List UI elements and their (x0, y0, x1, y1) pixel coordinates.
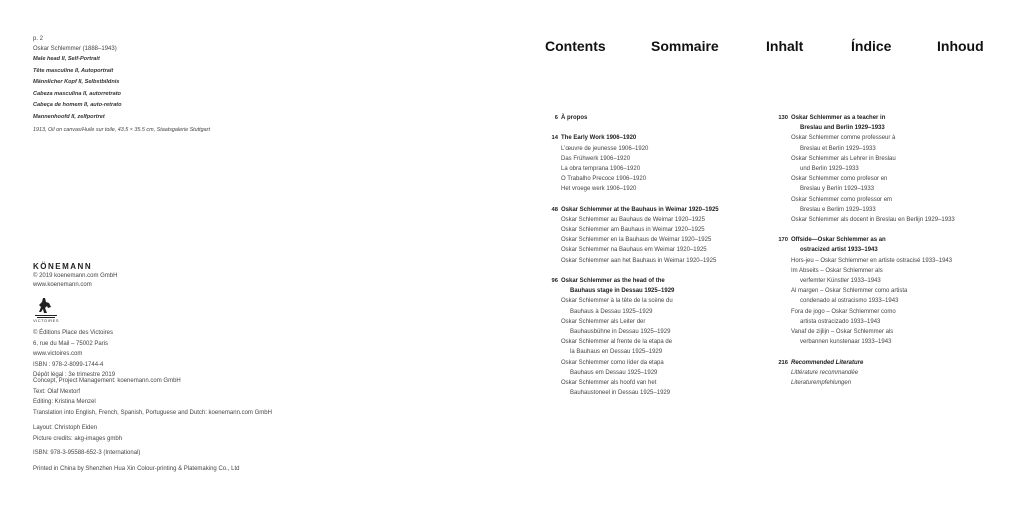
artwork-title: Cabeza masculina II, autorretrato (33, 90, 121, 97)
toc-entry-text: ostracized artist 1933–1943 (800, 247, 878, 254)
toc-entry-text: artista ostracizado 1933–1943 (800, 318, 881, 325)
toc-entry-text: Oskar Schlemmer am Bauhaus in Weimar 1920–1925 (561, 227, 705, 234)
toc-gap (561, 195, 776, 205)
toc-entry-text: L’œuvre de jeunesse 1906–1920 (561, 145, 649, 152)
editions-line: 6, rue du Mail – 75002 Paris (33, 340, 109, 347)
toc-entry-line[interactable] (791, 174, 1016, 184)
toc-entry-text: Oskar Schlemmer au Bauhaus de Weimar 1920–1925 (561, 216, 705, 223)
toc-page-number: 130 (778, 115, 788, 121)
right-page (510, 0, 1020, 510)
toc-column-2 (778, 113, 1016, 388)
toc-entry-text: Hors-jeu – Oskar Schlemmer en artiste ostracisé 1933–1943 (791, 257, 953, 264)
artwork-title: Tête masculine II, Autoportrait (33, 67, 114, 74)
toc-entry-text: La obra temprana 1906–1920 (561, 165, 641, 172)
toc-entry-line[interactable] (778, 113, 1016, 123)
toc-entry-text: Oskar Schlemmer aan het Bauhaus in Weimar 1920–1925 (561, 257, 717, 264)
toc-entry-line[interactable] (561, 307, 776, 317)
toc-entry-line[interactable] (561, 235, 776, 245)
toc-entry-line[interactable] (561, 378, 776, 388)
toc-entry-line[interactable] (791, 154, 1016, 164)
toc-entry-line[interactable] (561, 347, 776, 357)
toc-entry-line[interactable] (791, 337, 1016, 347)
toc-entry-line[interactable] (561, 337, 776, 347)
toc-entry-line[interactable] (561, 317, 776, 327)
toc-entry-text: Breslau e Berlim 1929–1933 (800, 206, 876, 213)
toc-entry-text: Oskar Schlemmer comme professeur à (791, 135, 896, 142)
toc-entry-line[interactable] (791, 205, 1016, 215)
toc-entry-text: condenado al ostracismo 1933–1943 (800, 298, 899, 305)
credit-line: Concept, Project Management: koenemann.com GmbH (33, 378, 181, 384)
toc-entry-line[interactable] (791, 123, 1016, 133)
toc-entry-line[interactable] (791, 276, 1016, 286)
artwork-title: Männlicher Kopf II, Selbstbildnis (33, 79, 120, 85)
toc-gap (561, 266, 776, 276)
toc-entry-text: Oskar Schlemmer as the head of the (561, 278, 665, 284)
toc-entry-text: Oskar Schlemmer en la Bauhaus de Weimar 1920–1925 (561, 237, 712, 244)
toc-entry-text: la Bauhaus en Dessau 1925–1929 (570, 349, 663, 356)
heading-sommaire: Sommaire (651, 38, 719, 54)
toc-entry-text: Oskar Schlemmer als docent in Breslau en Berlijn 1929–1933 (791, 216, 955, 223)
toc-entry-text: Das Frühwerk 1906–1920 (561, 155, 631, 162)
toc-entry-text: Oskar Schlemmer à la tête de la scène du (561, 298, 673, 305)
toc-entry-text: Literaturempfehlungen (791, 379, 852, 386)
toc-gap (791, 225, 1016, 235)
credits (33, 376, 181, 408)
toc-entry-text: Breslau y Berlín 1929–1933 (800, 186, 875, 193)
toc-entry-line[interactable] (791, 307, 1016, 317)
toc-entry-line[interactable] (791, 256, 1016, 266)
toc-entry-text: Bauhaus à Dessau 1925–1929 (570, 308, 653, 315)
toc-entry-text: Bauhaus stage in Dessau 1925–1929 (570, 288, 675, 295)
heading-inhoud: Inhoud (937, 38, 984, 54)
heading-inhalt: Inhalt (766, 38, 804, 54)
toc-entry-line[interactable] (551, 276, 776, 286)
toc-entry-text: Littérature recommandée (791, 369, 859, 376)
toc-entry-line[interactable] (791, 133, 1016, 143)
artwork-title: Mannenhoofd II, zelfportret (33, 113, 105, 120)
editions-info (33, 328, 115, 381)
editions-line: ISBN : 978-2-8099-1744-4 (33, 361, 104, 368)
contents-headings (545, 38, 1020, 58)
toc-entry-text: Breslau et Berlin 1929–1933 (800, 145, 876, 152)
toc-gap (561, 123, 776, 133)
toc-entry-line[interactable] (561, 368, 776, 378)
toc-entry-text: Vanaf de zijlijn – Oskar Schlemmer als (791, 328, 894, 335)
toc-entry-line[interactable] (791, 144, 1016, 154)
toc-entry-text: The Early Work 1906–1920 (561, 135, 637, 142)
toc-page-number: 216 (778, 359, 788, 366)
logo-text: VICTOIRES (33, 318, 59, 323)
toc-page-number: 48 (551, 206, 558, 213)
toc-entry-line[interactable] (791, 317, 1016, 327)
toc-entry-line[interactable] (791, 266, 1016, 276)
toc-entry-text: Oskar Schlemmer al frente de la etapa de (561, 339, 673, 346)
toc-entry-line[interactable] (561, 256, 776, 266)
toc-page-number: 14 (551, 135, 558, 142)
heading-indice: Índice (851, 38, 892, 54)
toc-entry-line[interactable] (791, 245, 1016, 255)
toc-entry-text: verfemter Künstler 1933–1943 (800, 278, 881, 284)
editions-line: Dépôt légal : 3e trimestre 2019 (33, 372, 116, 378)
toc-entry-line[interactable] (561, 154, 776, 164)
toc-entry-line[interactable] (561, 286, 776, 296)
layout-line: Layout: Christoph Eiden (33, 425, 98, 431)
editions-line: © Éditions Place des Victoires (33, 330, 114, 336)
credit-line: Text: Olaf Mextorf (33, 388, 81, 395)
toc-entry-text: Oskar Schlemmer como professor em (791, 196, 893, 203)
toc-entry-line[interactable] (791, 378, 1016, 388)
toc-entry-line[interactable] (561, 225, 776, 235)
toc-page-number: 96 (551, 278, 558, 284)
toc-entry-text: Oskar Schlemmer als hoofd van het (561, 379, 657, 386)
toc-entry-line[interactable] (554, 113, 776, 123)
artwork-title: Male head II, Self-Portrait (33, 56, 100, 62)
toc-entry-line[interactable] (778, 235, 1016, 245)
toc-page-number: 6 (554, 115, 558, 121)
toc-entry-line[interactable] (791, 195, 1016, 205)
toc-entry-line[interactable] (561, 327, 776, 337)
copyright: © 2019 koenemann.com GmbH (33, 273, 118, 279)
toc-entry-text: Recommended Literature (791, 359, 864, 366)
toc-entry-line[interactable] (791, 215, 1016, 225)
publisher-name: KÖNEMANN (33, 262, 93, 271)
toc-entry-text: Oskar Schlemmer como líder da etapa (561, 359, 664, 366)
toc-entry-line[interactable] (791, 368, 1016, 378)
translation-credit: Translation into English, French, Spanish, Portuguese and Dutch: koenemann.com GmbH (33, 410, 272, 416)
isbn: ISBN: 978-3-95588-652-3 (International) (33, 450, 141, 456)
page-reference: p. 2 (33, 36, 44, 42)
printed-in: Printed in China by Shenzhen Hua Xin Colour-printing & Platemaking Co., Ltd (33, 466, 240, 472)
toc-entry-text: Al margen – Oskar Schlemmer como artista (791, 288, 908, 295)
toc-entry-line[interactable] (561, 296, 776, 306)
toc-entry-line[interactable] (561, 174, 776, 184)
artwork-titles (33, 54, 122, 123)
toc-entry-line[interactable] (791, 327, 1016, 337)
victoires-logo (33, 296, 59, 326)
toc-entry-line[interactable] (561, 245, 776, 255)
toc-entry-line[interactable] (791, 286, 1016, 296)
toc-entry-line[interactable] (791, 184, 1016, 194)
toc-entry-text: Bauhaus em Dessau 1925–1929 (570, 369, 658, 376)
layout-credits (33, 423, 122, 444)
toc-page-number: 170 (778, 237, 788, 244)
heading-contents: Contents (545, 38, 606, 54)
toc-entry-text: Offside—Oskar Schlemmer as an (791, 237, 886, 244)
toc-entry-line[interactable] (551, 205, 776, 215)
toc-entry-text: Fora de jogo – Oskar Schlemmer como (791, 308, 896, 315)
toc-entry-text: Oskar Schlemmer at the Bauhaus in Weimar 1920–1925 (561, 206, 719, 213)
toc-entry-line[interactable] (561, 144, 776, 154)
publisher-url[interactable]: www.koenemann.com (33, 282, 92, 288)
toc-entry-text: Oskar Schlemmer als Lehrer in Breslau (791, 155, 896, 162)
toc-entry-line[interactable] (551, 133, 776, 143)
toc-entry-text: Oskar Schlemmer as a teacher in (791, 115, 886, 121)
toc-entry-text: verbannen kunstenaar 1933–1943 (800, 339, 892, 346)
toc-entry-line[interactable] (561, 184, 776, 194)
toc-entry-text: Het vroege werk 1906–1920 (561, 186, 637, 193)
toc-entry-text: Im Abseits – Oskar Schlemmer als (791, 267, 883, 274)
toc-gap (791, 347, 1016, 357)
toc-entry-line[interactable] (561, 388, 776, 398)
toc-entry-text: Breslau and Berlin 1929–1933 (800, 125, 885, 132)
artwork-title: Cabeça de homem II, auto-retrato (33, 102, 122, 108)
editions-line[interactable]: www.victoires.com (33, 351, 83, 357)
toc-entry-text: und Berlin 1929–1933 (800, 165, 859, 172)
toc-entry-line[interactable] (561, 358, 776, 368)
toc-entry-line[interactable] (778, 358, 1016, 368)
credit-line: Editing: Kristina Menzel (33, 399, 96, 405)
toc-entry-text: Oskar Schlemmer als Leiter der (561, 318, 646, 325)
toc-entry-text: Bauhaustoneel in Dessau 1925–1929 (570, 390, 671, 397)
toc-entry-line[interactable] (561, 164, 776, 174)
toc-entry-line[interactable] (561, 215, 776, 225)
toc-entry-text: Oskar Schlemmer na Bauhaus em Weimar 1920–1925 (561, 247, 707, 254)
toc-entry-text: Bauhausbühne in Dessau 1925–1929 (570, 328, 671, 335)
toc-column-1 (551, 113, 776, 398)
toc-entry-text: O Trabalho Precoce 1906–1920 (561, 176, 647, 183)
toc-entry-line[interactable] (791, 296, 1016, 306)
layout-line: Picture credits: akg-images gmbh (33, 435, 123, 442)
toc-entry-text: Oskar Schlemmer como profesor en (791, 176, 888, 183)
artwork-caption: 1913, Oil on canvas/Huile sur toile, 43.5 × 35.5 cm, Staatsgalerie Stuttgart (33, 127, 210, 133)
toc-entry-line[interactable] (791, 164, 1016, 174)
toc-entry-text: À propos (561, 115, 588, 121)
artist-name: Oskar Schlemmer (1888–1943) (33, 46, 117, 52)
